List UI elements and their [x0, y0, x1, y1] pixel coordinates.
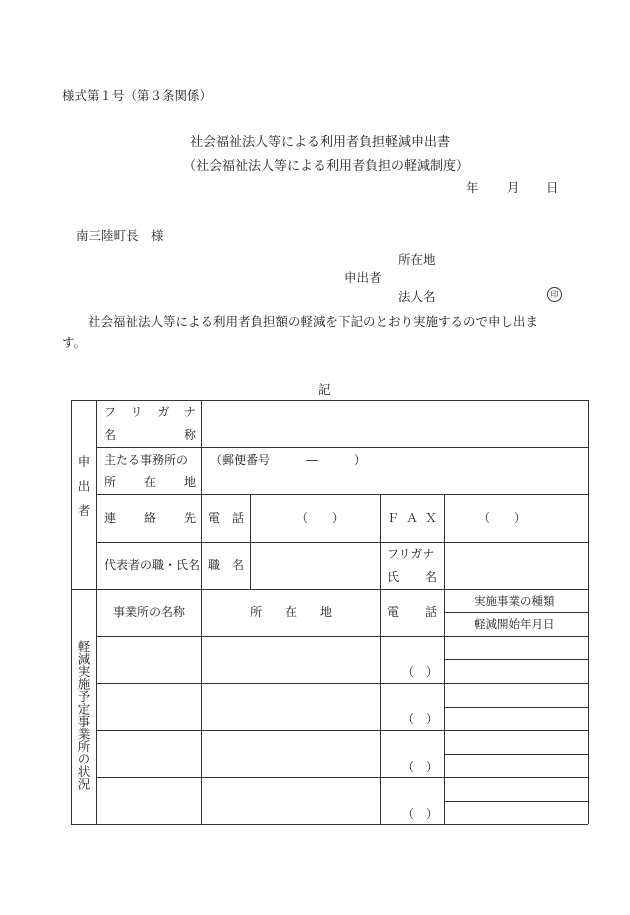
row-1-tel-field[interactable]: （ ） [402, 665, 439, 679]
addressee: 南三陸町長 様 [76, 228, 164, 243]
body-text-line-2: す。 [62, 335, 87, 350]
fax-field[interactable]: （ ） [478, 511, 527, 525]
table-border-right [588, 400, 589, 824]
name-label: 名 称 [104, 428, 196, 442]
document-subtitle: （社会福祉法人等による利用者負担の軽減制度） [183, 159, 470, 174]
corporation-name-label: 法人名 [398, 289, 436, 304]
row-divider [96, 777, 588, 778]
applicant-location-label: 所在地 [398, 252, 436, 267]
date-year-label: 年 [466, 180, 479, 195]
tel-field[interactable]: （ ） [296, 511, 345, 525]
row-divider [96, 494, 588, 495]
row-divider [96, 730, 588, 731]
postal-code-field[interactable]: （郵便番号 ― ） [210, 453, 367, 467]
ki-label: 記 [318, 382, 331, 397]
row-divider [444, 707, 588, 708]
cell-divider [380, 589, 381, 824]
row-divider [444, 754, 588, 755]
body-text-line-1: 社会福祉法人等による利用者負担額の軽減を下記のとおり実施するので申し出ま [88, 314, 539, 329]
cell-divider [250, 494, 251, 589]
position-label: 職 名 [208, 558, 244, 572]
representative-label: 代表者の職・氏名 [104, 558, 201, 572]
section-column-divider [96, 400, 97, 824]
applicant-label: 申出者 [344, 270, 382, 285]
office-label-line-1: 主たる事務所の [104, 453, 189, 467]
office-label-line-2: 所 在 地 [104, 475, 196, 489]
start-date-header: 軽減開始年月日 [474, 617, 555, 631]
table-border-bottom [71, 824, 588, 825]
seal-icon: 印 [547, 287, 562, 302]
cell-divider [201, 589, 202, 824]
row-divider [444, 659, 588, 660]
tel-header: 電 話 [387, 605, 437, 619]
date-day-label: 日 [546, 180, 559, 195]
furigana-label: フ リ ガ ナ [104, 405, 196, 419]
tel-label: 電 話 [208, 511, 244, 525]
cell-divider [444, 494, 445, 589]
form-number: 様式第１号（第３条関係） [62, 88, 213, 103]
service-type-header: 実施事業の種類 [474, 594, 555, 608]
office-name-header: 事業所の名称 [113, 605, 186, 619]
row-divider [444, 801, 588, 802]
label-column-divider [201, 400, 202, 589]
row-2-tel-field[interactable]: （ ） [402, 712, 439, 726]
row-divider [96, 542, 588, 543]
row-3-tel-field[interactable]: （ ） [402, 760, 439, 774]
section-applicant-label: 申出者 [76, 455, 91, 529]
location-header: 所 在 地 [250, 605, 332, 619]
row-4-tel-field[interactable]: （ ） [402, 807, 439, 821]
row-divider [96, 683, 588, 684]
section-office-status-label: 軽減実施予定事業所の状況 [76, 640, 91, 790]
document-title: 社会福祉法人等による利用者負担軽減申出書 [190, 135, 451, 150]
date-month-label: 月 [507, 180, 520, 195]
cell-divider [380, 494, 381, 589]
full-name-label: 氏 名 [387, 570, 437, 584]
fax-label: Ｆ Ａ Ｘ [387, 511, 437, 525]
contact-label: 連 絡 先 [104, 511, 196, 525]
row-divider [96, 636, 588, 637]
furigana-label-2: フリガナ [387, 547, 435, 561]
table-border-left [71, 400, 72, 824]
